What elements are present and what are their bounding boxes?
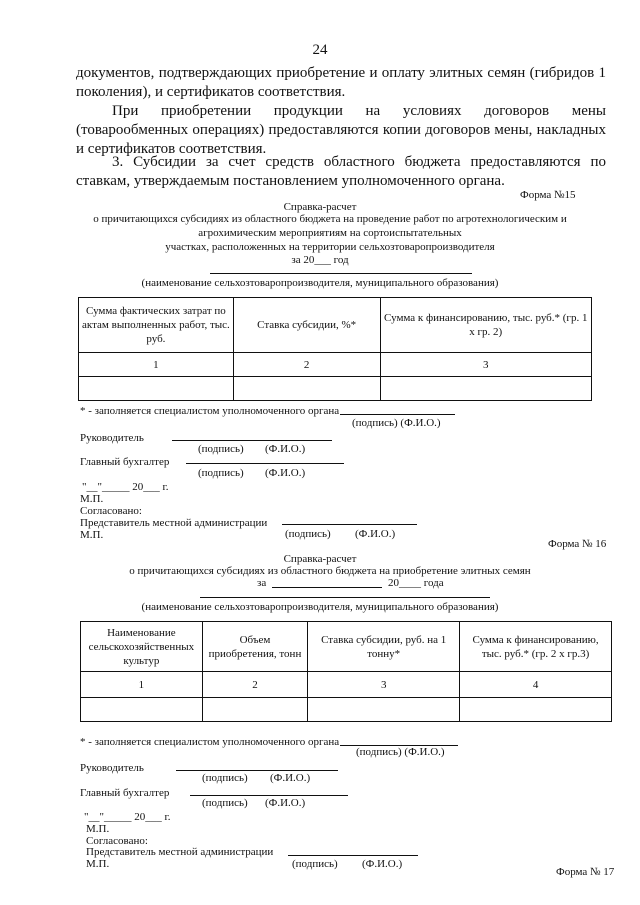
form16-note: * - заполняется специалистом уполномоченного органа xyxy=(80,736,340,748)
form16-empty-cell xyxy=(460,698,612,722)
form15-rep-label: Представитель местной администрации xyxy=(80,517,268,529)
form16-head-label: Руководитель xyxy=(80,762,144,774)
form15-number-cell: 3 xyxy=(380,353,592,377)
form15-date-line: "__"_____ 20___ г. xyxy=(82,481,169,493)
form16-date-line: "__"_____ 20___ г. xyxy=(84,811,171,823)
form15-chief-acc-line xyxy=(186,463,344,464)
form16-subtitle1: о причитающихся субсидиях из областного бюджета на приобретение элитных семян xyxy=(129,565,531,577)
form16-header-cell: Сумма к финансированию, тыс. руб.* (гр. 2 х гр.3) xyxy=(460,622,612,672)
form15-agreed: Согласовано: xyxy=(80,505,142,517)
form16-head-line xyxy=(176,770,338,771)
form16-org-caption: (наименование сельхозтоваропроизводителя, муниципального образования) xyxy=(141,601,499,613)
form15-acc-sign-caption: (подпись) xyxy=(198,467,244,479)
form16-note-caption: (подпись) (Ф.И.О.) xyxy=(356,746,445,758)
form16-org-line xyxy=(200,597,490,598)
form15-empty-cell xyxy=(380,377,592,401)
form16-rep-fio-caption: (Ф.И.О.) xyxy=(362,858,403,870)
paragraph-3: 3. Субсидии за счет средств областного бюджета предоставляются по ставкам, утверждаемым постановлением уполномоченного органа. xyxy=(76,154,606,189)
form16-empty-cell xyxy=(308,698,460,722)
form16-chief-acc-label: Главный бухгалтер xyxy=(80,787,170,799)
form16-mp: М.П. xyxy=(86,823,110,835)
form16-mp2: М.П. xyxy=(86,858,110,870)
form15-org-line xyxy=(210,273,472,274)
form15-head-line xyxy=(172,440,332,441)
form15-header-cell: Сумма фактических затрат по актам выполненных работ, тыс. руб. xyxy=(79,298,234,353)
form16-number-cell: 1 xyxy=(81,672,203,698)
form16-period-suffix: 20____ года xyxy=(388,577,444,589)
form15-subtitle3: участках, расположенных на территории сельхозтоваропроизводителя xyxy=(165,241,495,253)
form16-empty-cell xyxy=(202,698,308,722)
form16-number-cell: 4 xyxy=(460,672,612,698)
form15-subtitle1: о причитающихся субсидиях из областного бюджета на проведение работ по агротехнологическим и xyxy=(93,213,567,225)
form15-header-cell: Сумма к финансированию, тыс. руб.* (гр. 1 х гр. 2) xyxy=(380,298,592,353)
form15-header-cell: Ставка субсидии, %* xyxy=(233,298,380,353)
form15-rep-sign-caption: (подпись) xyxy=(285,528,331,540)
form15-title: Справка-расчет xyxy=(283,201,357,213)
form15-org-caption: (наименование сельхозтоваропроизводителя, муниципального образования) xyxy=(141,277,499,289)
form15-table xyxy=(78,297,592,401)
form16-head-fio-caption: (Ф.И.О.) xyxy=(270,772,311,784)
form16-rep-line xyxy=(288,855,418,856)
form15-year: за 20___ год xyxy=(291,254,349,266)
form16-empty-cell xyxy=(81,698,203,722)
form16-rep-label: Представитель местной администрации xyxy=(86,846,274,858)
form15-number-cell: 2 xyxy=(233,353,380,377)
form16-label: Форма № 16 xyxy=(548,538,607,550)
form15-label: Форма №15 xyxy=(520,189,576,201)
form15-number-cell: 1 xyxy=(79,353,234,377)
form15-rep-line xyxy=(282,524,417,525)
form16-period-prefix: за xyxy=(257,577,267,589)
form15-empty-cell xyxy=(79,377,234,401)
form15-mp: М.П. xyxy=(80,493,104,505)
form16-rep-sign-caption: (подпись) xyxy=(292,858,338,870)
form16-head-sign-caption: (подпись) xyxy=(202,772,248,784)
form15-acc-fio-caption: (Ф.И.О.) xyxy=(265,467,306,479)
form17-label: Форма № 17 xyxy=(556,866,615,878)
paragraph-1: документов, подтверждающих приобретение и оплату элитных семян (гибридов 1 поколения), и сертификатов соответствия. xyxy=(76,65,606,100)
form16-acc-fio-caption: (Ф.И.О.) xyxy=(265,797,306,809)
paragraph-2: При приобретении продукции на условиях договоров мены (товарообменных операциях) предоставляются копии договоров мены, накладных и сертификатов соответствия. xyxy=(76,103,606,157)
form16-period-line xyxy=(272,587,382,588)
form15-head-fio-caption: (Ф.И.О.) xyxy=(265,443,306,455)
form16-title: Справка-расчет xyxy=(283,553,357,565)
form15-head-label: Руководитель xyxy=(80,432,144,444)
form15-empty-cell xyxy=(233,377,380,401)
form16-acc-sign-caption: (подпись) xyxy=(202,797,248,809)
form15-note-line xyxy=(340,414,455,415)
form16-header-cell: Наименование сельскохозяйственных культур xyxy=(81,622,203,672)
form15-subtitle2: агрохимическим мероприятиям на сортоиспытательных xyxy=(198,227,462,239)
form15-rep-fio-caption: (Ф.И.О.) xyxy=(355,528,396,540)
page-number: 24 xyxy=(312,42,328,58)
form15-note-caption: (подпись) (Ф.И.О.) xyxy=(352,417,441,429)
form16-number-cell: 3 xyxy=(308,672,460,698)
form16-header-cell: Объем приобретения, тонн xyxy=(202,622,308,672)
form16-number-cell: 2 xyxy=(202,672,308,698)
form15-note: * - заполняется специалистом уполномоченного органа xyxy=(80,405,340,417)
form16-agreed: Согласовано: xyxy=(86,835,148,847)
form15-chief-acc-label: Главный бухгалтер xyxy=(80,456,170,468)
form15-head-sign-caption: (подпись) xyxy=(198,443,244,455)
form16-chief-acc-line xyxy=(190,795,348,796)
form16-header-cell: Ставка субсидии, руб. на 1 тонну* xyxy=(308,622,460,672)
form15-mp2: М.П. xyxy=(80,529,104,541)
form16-table xyxy=(80,621,612,722)
